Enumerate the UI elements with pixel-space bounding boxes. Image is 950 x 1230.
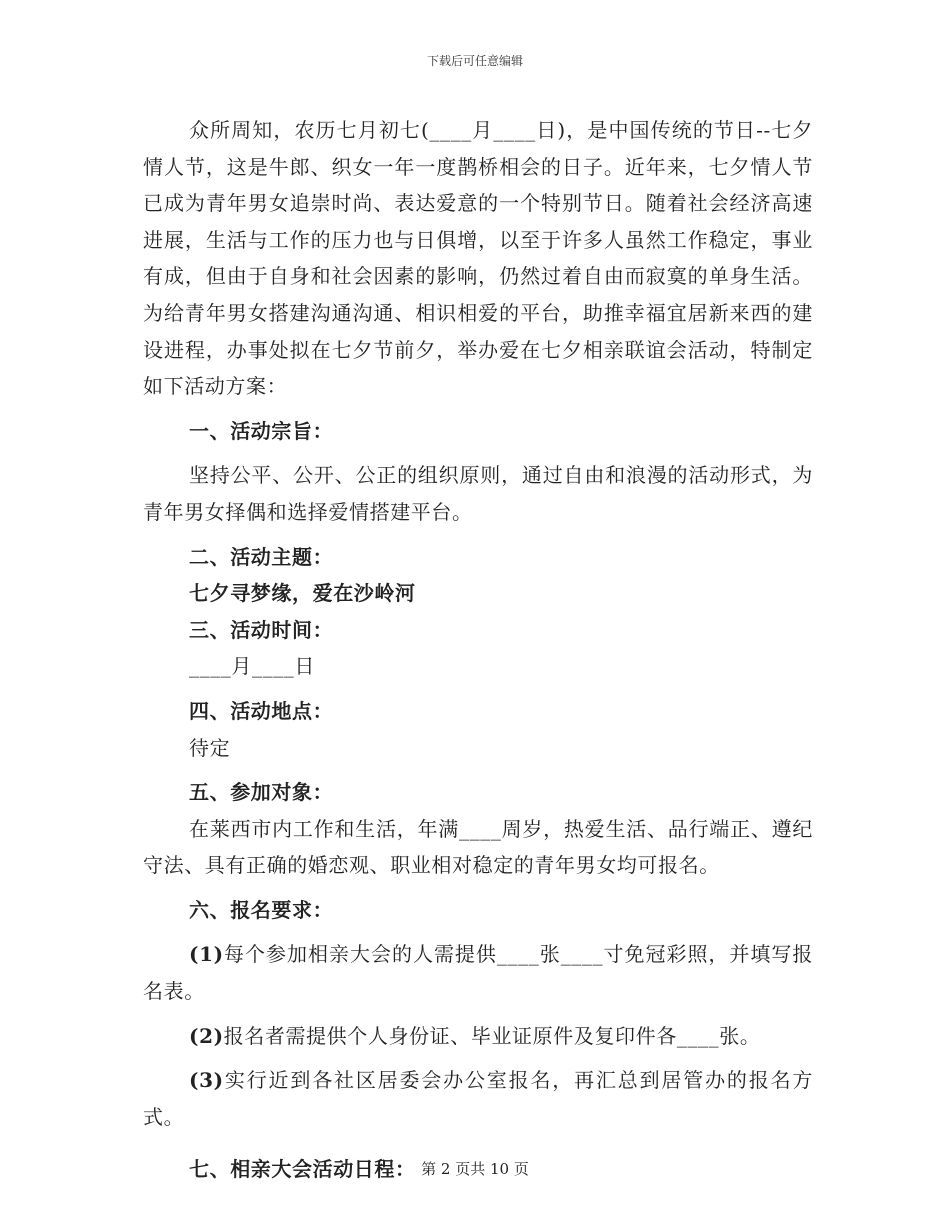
section-title-participants: 五、参加对象：	[189, 780, 334, 805]
page-footer: 第 2 页共 10 页	[421, 1160, 529, 1178]
section-body-purpose: 坚持公平、公开、公正的组织原则，通过自由和浪漫的活动形式，为青年男女择偶和选择爱情搭建平台。	[143, 463, 813, 524]
section-title-theme: 二、活动主题：	[189, 544, 334, 569]
registration-item	[143, 1062, 813, 1135]
item-text: 每个参加相亲大会的人需提供____张____寸免冠彩照，并填写报名表。	[143, 942, 813, 1004]
section-body-location: 待定	[189, 735, 231, 760]
section-body-time: ____月____日	[189, 654, 315, 679]
section-title-registration: 六、报名要求：	[189, 897, 334, 922]
item-number: (3)	[189, 1068, 224, 1093]
section-body-theme: 七夕寻梦缘，爱在沙岭河	[189, 581, 416, 606]
registration-item	[143, 1018, 813, 1055]
section-title-location: 四、活动地点：	[189, 698, 334, 723]
intro-paragraph: 众所周知，农历七月初七(____月____日)，是中国传统的节日--七夕情人节，这是牛郎、织女一年一度鹊桥相会的日子。近年来，七夕情人节已成为青年男女追崇时尚、表达爱意的一个特别节日。随着社会经济高速进展，生活与工作的压力也与日俱增，以至于许多人虽然工作稳定，事业有成，但由于自身和社会因素的影响，仍然过着自由而寂寞的单身生活。为给青年男女搭建沟通沟通、相识相爱的平台，助推幸福宜居新来西的建设进程，办事处拟在七夕节前夕，举办爱在七夕相亲联谊会活动，特制定如下活动方案：	[143, 118, 813, 399]
section-title-schedule: 七、相亲大会活动日程：	[189, 1157, 416, 1182]
item-text: 实行近到各社区居委会办公室报名，再汇总到居管办的报名方式。	[143, 1068, 813, 1129]
page-header: 下载后可任意编辑	[426, 54, 523, 68]
item-text: 报名者需提供个人身份证、毕业证原件及复印件各____张。	[223, 1023, 761, 1048]
registration-item	[143, 936, 813, 1009]
item-number: (2)	[189, 1023, 224, 1048]
item-number: (1)	[189, 942, 224, 967]
document-body	[143, 112, 813, 1188]
section-title-time: 三、活动时间：	[189, 617, 334, 642]
section-title-purpose: 一、活动宗旨：	[189, 418, 334, 443]
section-body-participants: 在莱西市内工作和生活，年满____周岁，热爱生活、品行端正、遵纪守法、具有正确的婚恋观、职业相对稳定的青年男女均可报名。	[143, 816, 813, 878]
